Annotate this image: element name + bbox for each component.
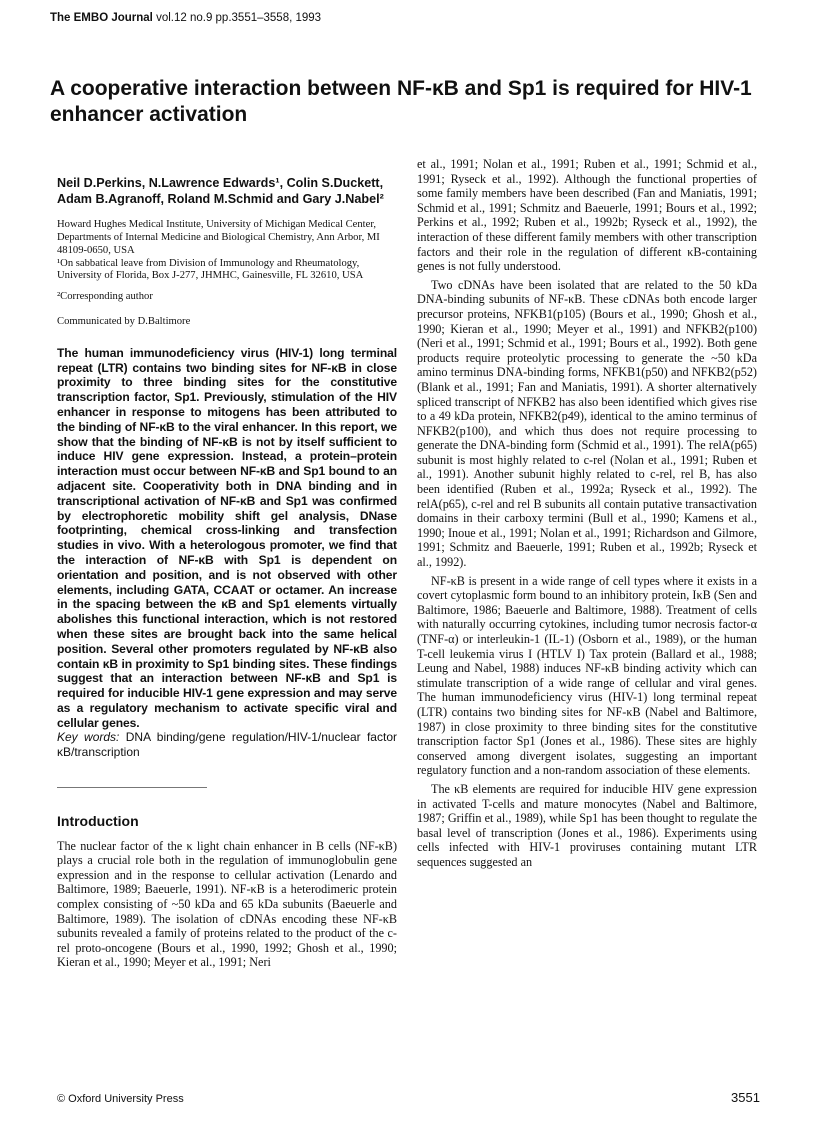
journal-name: The EMBO Journal: [50, 12, 153, 24]
affiliation-main: Howard Hughes Medical Institute, University of Michigan Medical Center, Departments of Internal Medicine and Biological Chemistry, Ann Arbor, MI 48109-0650, USA: [57, 219, 380, 256]
keywords: [57, 730, 397, 760]
abstract: The human immunodeficiency virus (HIV-1) long terminal repeat (LTR) contains two binding sites for NF-κB in close proximity to three binding sites for the constitutive transcription factor, Sp1. Previously, stimulation of the HIV enhancer in response to mitogens has been attributed to the binding of NF-κB to the viral enhancer. In this report, we show that the binding of NF-κB is not by itself sufficient to induce HIV gene expression. Instead, a protein–protein interaction must occur between NF-κB and Sp1 bound to an adjacent site. Cooperativity both in DNA binding and in transcriptional activation of NF-κB and Sp1 was confirmed by electrophoretic mobility shift gel analysis, DNase footprinting, chemical cross-linking and transfection studies in vivo. With a heterologous promoter, we find that the interaction of NF-κB with Sp1 is dependent on orientation and position, and is not observed with other elements, including GATA, CCAAT or octamer. An increase in the spacing between the κB and Sp1 elements virtually abolishes this functional interaction, which is not restored when these sites are brought back into the same helical position. Several other promoters regulated by NF-κB also contain κB in proximity to Sp1 binding sites. These findings suggest that an interaction between NF-κB and Sp1 is required for inducible HIV-1 gene expression and may serve as a regulatory mechanism to activate specific viral and cellular genes.: [57, 345, 397, 730]
left-column: [57, 176, 397, 970]
communicated-by: Communicated by D.Baltimore: [57, 315, 191, 327]
affiliation-note: ¹On sabbatical leave from Division of Immunology and Rheumatology, University of Florida, Box J-277, JHMHC, Gainesville, FL 32610, USA: [57, 257, 364, 282]
right-column: [417, 157, 757, 870]
journal-header: [50, 12, 321, 24]
journal-citation: vol.12 no.9 pp.3551–3558, 1993: [156, 12, 322, 24]
body-paragraph-1: et al., 1991; Nolan et al., 1991; Ruben et al., 1991; Schmid et al., 1991; Ryseck et al., 1992). Although the functional properties of some family members have been described (Fan and Maniatis, 1991; Schmid et al., 1991; Schmitz and Baeuerle, 1991; Bours et al., 1992; Perkins et al., 1992; Ruben et al., 1992b; Ryseck et al., 1992), the interaction of these different family members with other transcription factors and their role in the regulation of different κB-containing genes is not fully understood.: [417, 157, 757, 274]
body-paragraph-4: The κB elements are required for inducible HIV gene expression in activated T-cells and mature monocytes (Nabel and Baltimore, 1987; Griffin et al., 1989), while Sp1 has been thought to regulate the basal level of transcription (Jones et al., 1986). Experiments using cells infected with HIV-1 proviruses containing mutant LTR sequences suggested an: [417, 781, 757, 869]
section-divider: [57, 787, 207, 788]
keywords-label: Key words:: [57, 730, 120, 745]
body-paragraph-2: Two cDNAs have been isolated that are related to the 50 kDa DNA-binding subunits of NF-κB. These cDNAs both encode larger precursor proteins, NFKB1(p105) (Bours et al., 1990; Ghosh et al., 1990; Kieran et al., 1990; Meyer et al., 1991) and NFKB2(p100) (Neri et al., 1991; Schmid et al., 1991; Bours et al., 1992). Both gene products require proteolytic processing to generate the ~50 kDa amino terminus DNA-binding forms, NFKB1(p50) and NFKB2(p52) (Blank et al., 1991; Fan and Maniatis, 1991). A shorter alternatively spliced transcript of NFKB2 has also been identified which gives rise to a 49 kDa protein, NFKB2(p49), identical to the amino terminus of NFKB2(p100), and which thus does not require processing to generate the DNA-binding form (Schmid et al., 1991). The relA(p65) subunit is most highly related to c-rel (Nolan et al., 1991; Ruben et al., 1991). Another subunit highly related to c-rel, rel B, has also been identified (Ruben et al., 1992a; Ryseck et al., 1992). The relA(p65), c-rel and rel B subunits all contain putative transactivation domains in their carboxy termini (Bull et al., 1990; Kamens et al., 1990; Inoue et al., 1991; Nolan et al., 1991; Richardson and Gilmore, 1991; Schmitz and Baeuerle, 1991; Ruben et al., 1992b; Ryseck et al., 1992).: [417, 277, 757, 570]
body-paragraph-3: NF-κB is present in a wide range of cell types where it exists in a covert cytoplasmic form bound to an inhibitory protein, IκB (Sen and Baltimore, 1986; Baeuerle and Baltimore, 1988). Treatment of cells with naturally occurring cytokines, including tumor necrosis factor-α (TNF-α) or interleukin-1 (IL-1) (Osborn et al., 1989), or the human T-cell leukemia virus I (HTLV I) Tax protein (Ballard et al., 1988; Leung and Nabel, 1988) induces NF-κB binding activity which can stimulate transcription of a wide range of cellular and viral genes. The human immunodeficiency virus (HIV-1) long terminal repeat (LTR) contains two binding sites for NF-κB (Nabel and Baltimore, 1987) in close proximity to three binding sites for the constitutive transcription factor Sp1 (Jones et al., 1986). These sites are highly conserved among divergent isolates, suggesting an important regulatory function and a non-random association of these elements.: [417, 573, 757, 778]
author-list: Neil D.Perkins, N.Lawrence Edwards¹, Colin S.Duckett, Adam B.Agranoff, Roland M.Schmid and Gary J.Nabel²: [57, 176, 384, 206]
corresponding-author: ²Corresponding author: [57, 291, 153, 303]
keywords-text: DNA binding/gene regulation/HIV-1/nuclear factor κB/transcription: [57, 730, 397, 760]
copyright-footer: © Oxford University Press: [57, 1093, 184, 1105]
page-number: 3551: [731, 1090, 760, 1105]
intro-paragraph-1: The nuclear factor of the κ light chain enhancer in B cells (NF-κB) plays a crucial role both in the regulation of immunoglobulin gene expression and in the response to cellular activation (Lenardo and Baltimore, 1989; Baeuerle, 1991). NF-κB is a heterodimeric protein complex consisting of ~50 kDa and 65 kDa subunits (Baeuerle and Baltimore, 1989). The isolation of cDNAs encoding these NF-κB subunits revealed a family of proteins related to the product of the c-rel proto-oncogene (Bours et al., 1990, 1992; Ghosh et al., 1990; Kieran et al., 1990; Meyer et al., 1991; Neri: [57, 838, 397, 970]
introduction-heading: Introduction: [57, 813, 139, 830]
article-title: A cooperative interaction between NF-κB and Sp1 is required for HIV-1 enhancer activation: [50, 77, 752, 126]
affiliation: [57, 219, 397, 283]
